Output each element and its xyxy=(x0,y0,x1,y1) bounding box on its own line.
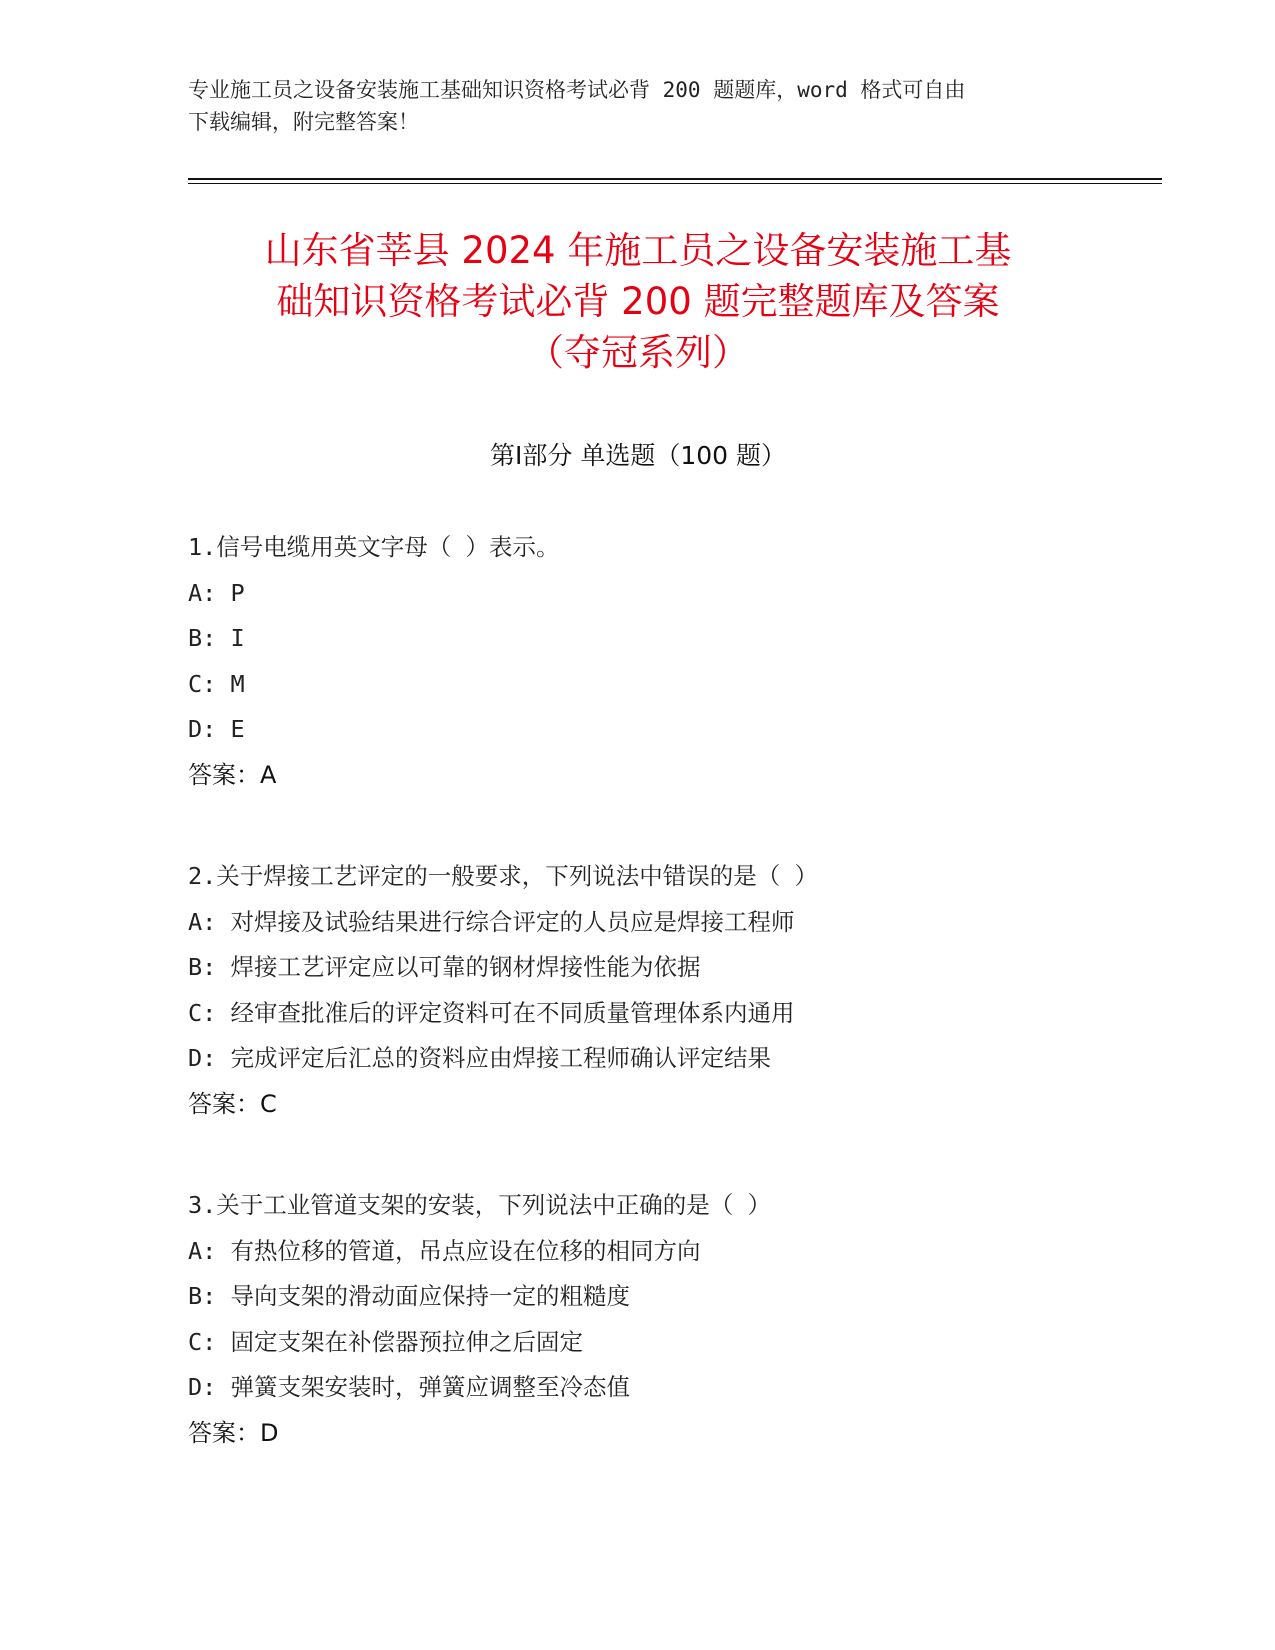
section-heading: 第Ⅰ部分 单选题（100 题） xyxy=(490,441,786,470)
question-1 xyxy=(188,525,1088,798)
answer: 答案：C xyxy=(188,1089,277,1118)
option-a: A: 有热位移的管道，吊点应设在位移的相同方向 xyxy=(188,1236,701,1265)
option-c: C: 经审查批准后的评定资料可在不同质量管理体系内通用 xyxy=(188,998,795,1027)
document-title-line-2: 础知识资格考试必背 200 题完整题库及答案 xyxy=(276,280,1000,323)
question-2 xyxy=(188,854,1088,1127)
document-title xyxy=(188,225,1088,378)
header-divider-thin xyxy=(188,183,1162,184)
option-b: B: I xyxy=(188,624,245,652)
question-stem: 3.关于工业管道支架的安装，下列说法中正确的是（ ） xyxy=(188,1191,771,1219)
question-list xyxy=(188,525,1088,1512)
document-title-line-3: （夺冠系列） xyxy=(527,331,749,374)
option-b: B: 焊接工艺评定应以可靠的钢材焊接性能为依据 xyxy=(188,953,701,981)
option-d: D: 弹簧支架安装时，弹簧应调整至冷态值 xyxy=(188,1373,630,1401)
answer: 答案：D xyxy=(188,1418,279,1447)
header-note-line-1: 专业施工员之设备安装施工基础知识资格考试必背 200 题题库，word 格式可自由 xyxy=(188,78,966,102)
question-stem: 2.关于焊接工艺评定的一般要求，下列说法中错误的是（ ） xyxy=(188,862,818,890)
question-stem: 1.信号电缆用英文字母（ ）表示。 xyxy=(188,533,560,561)
question-3 xyxy=(188,1183,1088,1456)
option-b: B: 导向支架的滑动面应保持一定的粗糙度 xyxy=(188,1282,630,1310)
option-d: D: 完成评定后汇总的资料应由焊接工程师确认评定结果 xyxy=(188,1044,771,1072)
option-c: C: 固定支架在补偿器预拉伸之后固定 xyxy=(188,1327,583,1356)
header-note xyxy=(188,74,1068,138)
option-d: D: E xyxy=(188,715,245,743)
option-a: A: P xyxy=(188,578,245,607)
option-a: A: 对焊接及试验结果进行综合评定的人员应是焊接工程师 xyxy=(188,907,795,936)
document-title-line-1: 山东省莘县 2024 年施工员之设备安装施工基 xyxy=(264,229,1012,272)
header-note-line-2: 下载编辑，附完整答案！ xyxy=(188,110,419,134)
header-divider-thick xyxy=(188,178,1162,180)
option-c: C: M xyxy=(188,669,245,698)
answer: 答案：A xyxy=(188,760,277,789)
